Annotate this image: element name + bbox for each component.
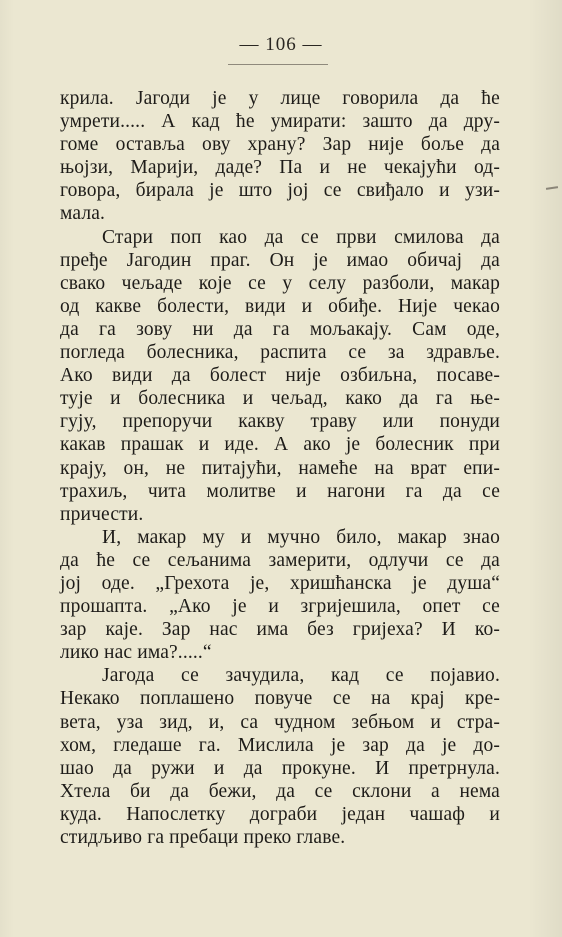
header-rule	[228, 64, 328, 65]
text-line: трахиљ, чита молитве и нагони га да се	[60, 480, 500, 502]
text-line: причести.	[60, 503, 144, 525]
text-line: Јагода се зачудила, кад се појавио.	[102, 665, 500, 687]
text-line: какав прашак и иде. А ако је болесник при	[60, 434, 500, 456]
page-number: — 106 —	[239, 34, 323, 55]
text-line: стидљиво га пребаци преко главе.	[60, 827, 346, 848]
text-line: И, макар му и мучно било, макар знао	[102, 526, 500, 548]
text-line: Ако види да болест није озбиљна, посаве-	[60, 365, 500, 387]
text-line: да ће се сељанима замерити, одлучи се да	[60, 549, 500, 571]
text-line: њојзи, Марији, даде? Па и не чекајући од-	[60, 157, 500, 179]
text-line: гују, препоручи какву траву или понуди	[60, 411, 500, 433]
text-line: куда. Напослетку дограби један чашаф и	[60, 803, 500, 825]
text-line: пређе Јагодин праг. Он је имао обичај да	[60, 249, 500, 271]
text-line: од какве болести, види и обиђе. Није чекао	[60, 295, 500, 317]
text-line: умрети..... А кад ће умирати: зашто да дру-	[60, 111, 500, 133]
text-line: да га зову ни да га мољакају. Сам оде,	[60, 318, 500, 340]
text-line: шао да ружи и да прокуне. И претрнула.	[60, 757, 500, 779]
text-line: лико нас има?.....“	[60, 642, 212, 664]
text-line: хом, гледаше га. Мислила је зар да је до-	[60, 734, 500, 756]
text-line: крила. Јагоди је у лице говорила да ће	[60, 88, 500, 109]
text-line: прошапта. „Ако је и згријешила, опет се	[60, 596, 500, 618]
text-line: Стари поп као да се први смилова да	[102, 226, 500, 248]
text-line: гоме оставља ову храну? Зар није боље да	[60, 134, 500, 156]
text-line: јој оде. „Грехота је, хришћанска је душа“	[60, 572, 500, 594]
margin-mark	[546, 186, 558, 190]
text-line: свако чељаде које се у селу разболи, макар	[60, 272, 500, 294]
text-line: Некако поплашено повуче се на крај кре-	[60, 688, 500, 710]
body-text	[60, 87, 500, 849]
text-line: мала.	[60, 203, 106, 225]
text-line: тује и болесника и чељад, како да га ње-	[60, 388, 500, 410]
text-line: крају, он, не питајући, намеће на врат епи-	[60, 457, 500, 479]
text-line: Хтела би да бежи, да се склони а нема	[60, 780, 500, 802]
text-line: погледа болесника, распита се за здравље.	[60, 342, 500, 364]
text-line: зар каје. Зар нас има без гријеха? И ко-	[60, 619, 500, 641]
text-line: говора, бирала је што јој се свиђало и узи-	[60, 180, 500, 202]
text-line: вета, уза зид, и, са чудном зебњом и стра-	[60, 711, 500, 733]
